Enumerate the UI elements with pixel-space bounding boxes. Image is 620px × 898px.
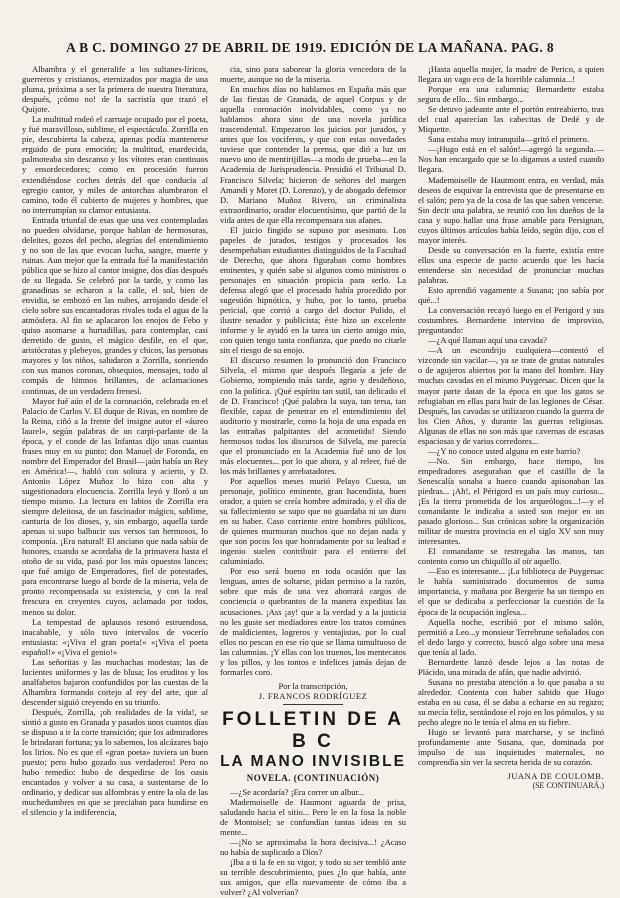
paragraph: —¿Y no conoce usted alguna en este barrio? (428, 445, 581, 456)
byline-prefix: Por la transcripción, (278, 680, 348, 691)
column-3 (418, 64, 604, 845)
paragraph: —¡Hugo está en el salón!—agregó la segunda.— Nos han encargado que se lo digamos a usted cuando llegara. (418, 144, 604, 175)
paragraph: —¿A qué llaman aquí una cavada? (428, 335, 547, 346)
paragraph: —¿Se acordaría? ¡Era correr un albur... (230, 787, 365, 797)
paragraph: Por eso será bueno en toda ocasión que las lenguas, antes de soltarse, pidan permiso a la razón, sobre que más de una vez ahorrará cargos de conciencia o quebrantos de la manera expeditas las acusaciones. ¡Ass ¡ay! que a la verdad y a la justicia no les guste ser mediadores entre los tratos comúnes de maldicientes, logreros y ventajistas, por lo cual ellos no pescan en ese río que se llama tumultuoso de las calumnias. ¡Y ellas con los truenos, los mentecatos y los pillos, y los tontos e infelices jamás dejan de formarles coro. (220, 566, 406, 677)
paragraph: —No. Sin embargo, hace tiempo, los empedradores aseguraban que el castillo de la Senescalía sonaba a hueco cuando apisonaban las piedras... ¡Ah!, el Périgord es un país muy curioso... ¡Es la tierra prometida de los arqueólogos...!—y el comandante le indicaba a usted son mejor en un pasado glorioso... Sus crónicas sobre la organización militar de nuestra provincia en el siglo XV son muy interesantes. (418, 455, 604, 547)
paragraph: Desde su conversación en la fuerte, existía entre ellos una especie de pacto acuerdo que les hacía entenderse sin necesidad de pronunciar muchas palabras. (418, 244, 604, 285)
paragraph: Mademoiselle de Hautmont entra, en verdad, más deseos de esquivar la entrevista que de presentarse en el salón; pero ya de la cosa de las que saben vencerse. Sin decir una palabra, se reunió con los dueños de la casa y supo hallar una frase amable para Persignan, cuyos últimos artículos había leído, según dijo, con el mayor interés. (418, 174, 604, 245)
paragraph: El comandante se restregaba las manos, tan contento como un chiquillo al oír aquello. (418, 546, 604, 567)
divider (283, 704, 343, 705)
page-header: A B C. DOMINGO 27 DE ABRIL DE 1919. EDICIÓN DE LA MAÑANA. PAG. 8 (66, 40, 554, 55)
paragraph: Mayor fué aún el de la coronación, celebrada en el Palacio de Carlos V. El duque de Rivas, en nombre de la Reina, ciñó a la frente del insigne autor el «áureo laurel», según palabras de un carpi-parlante de la época, y el conde de las Infantas dijo unas cuantas frases muy en su punto; don Manuel de Foronda, en nombre del Emperador del Brasil—¡aún había un Rey en América!—, habló con soltura y acierto, y D. Antonio López Muñoz lo hizo con alta y sugestionadora elocuencia. Zorrilla leyó y lloró a un tiempo mismo. La lectura en labios de Zorrilla era siempre deleitosa, de un fascinador mágico, sublime, canturia de los dioses, y, sin embargo, aquella tarde apenas si supo balbucir sus versos tan hermosos, lo componía. ¡Era natural! El anciano que nada sabía de honores, cuando se acordaba de la primavera hasta el otoño de su vida, pasó por los más opuestos lances; que fué amigo de Emperadores, fiel de potestades, para encontrarse luego al borde de la miseria, vela de pronto recompensada su existencia, y con la real frescura en creyentes cuyos, aclamado por todos, menos su dolor. (22, 395, 208, 617)
column-2 (220, 64, 406, 898)
paragraph: La multitud rodeó el carruaje ocupado por el poeta, y fué maravilloso, sublime, el espectáculo. Zorrilla en pie, descubierta la cabeza, apenas podía mantenerse erguido de pura emoción; la multitud, enardecida, palmoteaba sin descanso y los vítores eran continuos y ensordecedores; como en procesión fueron extendiéndose coches detrás del que conducía al egregio cantor, y miles de antorchas alumbraron el camino, todo él cubierto de mujeres y hombres, que no interrumpían su clamor entusiasta. (22, 114, 208, 215)
paragraph: —Eso es interesante... ¡La biblioteca de Puygersac le había suministrado documentos de suma importancia, y mañana por Bergerie ha un tiempo en el que se dedicaba a perfeccionar la cuestión de la época de la ocupación inglesa... (418, 566, 604, 617)
column-1 (22, 64, 208, 845)
paragraph: Por aquellos meses murió Pelayo Cuesta, un personaje, político eminente, gran hacendista, buen orador, a quien se creía hombre admirado, y el día de su fallecimiento se supo que no guardaba ni un duro en su haber. Caso corriente entre hombres públicos, de quienes murmuran muchos que no dejan nada y que son pocos los que honradamente por su lealtad e ingenio suelen contribuir para el entierro del caluminiado. (220, 475, 406, 567)
paragraph: Susana no prestaba atención a lo que pasaba a su alrededor. Contenta con haber sabido que Hugo estaba en su casa, él se daba a echarse en su regazo; su mecía feliz, sentándose el rojo en los pómulos, y su pecho alegre no le tenía el alma en su fiebre. (418, 676, 604, 728)
paragraph: Sana estaba muy intranquila—gritó el primero. (428, 134, 589, 145)
paragraph: Las señoritas y las muchachas modestas; las de lucientes uniformes y las de blusa; los eruditos y los analfabetos bajaron confundidos por las cuestas de la Alhambra formando cortejo al rey del arte, que al descender siguió creyendo en su triunfo. (22, 656, 208, 707)
continuation-note: (SE CONTINUARÁ.) (532, 781, 604, 791)
paragraph: —A un escondrijo cualquiera—contestó el vizconde sin vacilar—, ya se trate de grutas naturales o de agujeros abiertos por la mano del hombre. Hay muchas cavadas en el mismo Puygersac. Dicen que la mayor parte datan de la época en que los gatos se refugiaban en ellas para huir de las legiones de César. Después, las cavadas se utilizaron cuando la guerra de los Cien Años, y durante las guerras religiosas. Algunas de ellas no son más que cavernas de escasas espaciosas y de varios corredores... (418, 345, 604, 446)
story-title: LA MANO INVISIBLE (220, 752, 406, 770)
serial-heading: FOLLETIN DE A B C (222, 708, 404, 752)
paragraph: ¡Iba a ti la fe en su vigor, y todo su ser tembló ante su terrible descubrimiento, pues ¿lo que había, ante sus amigos, que ella nuevamente de cómo iba a volver? ¿Al volverían? (220, 857, 406, 898)
paragraph: —¡No se aproximaba la hora decisiva...! ¿Acaso no había de suplicado a Dios? (220, 837, 406, 858)
paragraph: Hugo se levantó para marcharse, y se inclinó profundamente ante Susana, que, dominada por impulso de sus inquietudes maternales, no comprendía sin ver la secreta herida de su corazón. (418, 727, 604, 768)
paragraph: Porque era una calumnia; Bernardette estaba segura de ello... Sin embargo... (418, 84, 604, 105)
author-signature: JUANA DE COULOMB. (507, 771, 604, 782)
paragraph: En muchos días no hablamos en España más que de las fiestas de Granada, de aquel Corpus y de aquella coronación inolvidables, como ya no hablamos ahora sino de una novela jurídica trascendental. Empezaron los juicios por jurados, y antes que los vociferos, y que con estas novedades tuviese que contender la prensa, que dió a luz un nuevo uno de mentirijillas—a modo de prueba—en la Academia de Jurisprudencia. Presidió el Tribunal D. Francisco Silvela; hicieron de señores del margen Amandi y Moret (D. Lorenzo), y de abogado defensor D. Mariano Muñoz Rivero, un criminalista extraordinario, orador elocuentísimo, que partió de la vida antes de que ella recompensara sus afanes. (220, 84, 406, 225)
paragraph: ¡Hasta aquella mujer, la madre de Perico, a quien llegara un vago eco de la horrible calumnia...! (418, 64, 604, 85)
paragraph: Aquella noche, escribió por el mismo salón, permitió a Leo...y monsieur Terrebrune señalados con el dedo largo y correcto, buscó algo sobre una mesa que tenía al lado. (418, 616, 604, 657)
paragraph: Albambra y el generalife a los sultanes-líricos, guerreros y cristianos, eternizados por magia de una pluma, próxima a ser la primera de nuestra literatura, después, ¡cómo no! de la sacristía que trazó el Quijote. (22, 64, 208, 115)
paragraph: Se detuvo jadeante ante el portón entreabierto, tras del cual aparecían las cabecitas de Dedé y de Miquette. (418, 104, 604, 135)
novel-tag: NOVELA. (CONTINUACIÓN) (246, 772, 380, 783)
paragraph: Mademoiselle de Haumont aguarda de prisa, saludando hacia el sitio... Pero le en la fosa la noble de Montoisel; se confundían tantas ideas en su mente... (220, 797, 406, 838)
author-byline: J. FRANCOS RODRÍGUEZ (258, 690, 368, 701)
paragraph: Esto aprendió vagamente a Susana; ¡no sabía por qué...! (418, 285, 604, 306)
paragraph: La tempestad de aplausos resonó estruendosa, inacabable, y sólo tuvo intervalos de vocerío entusiasta: «¡Viva el gran poeta!» «¡Viva el poeta español!» «¡Viva el genio!» (22, 616, 208, 657)
paragraph: cia, sino para saborear la gloria vencedora de la muerte, aunque no de la miseria. (220, 64, 406, 85)
paragraph: Después, Zorrilla, ¡oh realidades de la vida!, se sintió a gusto en Granada y pasados unos cuantos días se dispuso a ir la corte transición; que los admiradores le brindaran fortuna; ya lo sabemos, los alcázares bajo los lirios. No es que el «gran poeta» tuviera un buen puesto; pero hubo gozado sus verdaderos! Pero no hubo remedio: hubo de despedirse de los oasis encantados y volver a su casa, a sustentarse de lo ordinario, y dedicar sus alfombras y entre la ola de las muchedumbres en que se preciaban para hundirse en el silencio y la indiferencia, (22, 707, 208, 818)
paragraph: La conversación recayó luego en el Perigord y sus costumbres. Bernardette intervino de improviso, preguntando: (418, 305, 604, 336)
paragraph: Bernardette lanzó desde lejos a las notas de Plácido, una mirada de afán, que nadie advirtió. (418, 656, 604, 677)
paragraph: El discurso resumen lo pronunció don Francisco Silvela, el mismo que después llegaría a jefe de Gobierno, rompiendo más tarde, agrio y desdeñoso, con la política. ¡Qué espíritu tan sutil, tan delicado el de D. Francisco! ¡Qué palabra la suya, tan tersa, tan flexible, capaz de penetrar en el entendimiento del auditorio y mostrarle, como la hoja de una espada en las entrañas palpitantes del acometido! Siendo hermosos todos los discursos de Silvela, me parecía que el pronunciado en la Academia fué uno de los más elocuentes... por lo que ahora, y al releer, fué de los más brillantes y arrebatadores. (220, 355, 406, 476)
paragraph: Entrada triunfal de esas que una vez contempladas no pueden olvidarse, porque hablan de hermosuras, deleites, gozos del pecho, alegrías del entendimiento y no son de las que evocan lucha, sangre, muerte y ruinas. Aun mejor que la entrada fué la manifestación pública que se hizo al cantor insigne, dos días después de su llegada. Se celebró por la tarde, y como las granadinas se echaron a la calle, el sol, bien de envidia, se embozó en las nubes, arrojando desde el cielo sobre sus encantadoras rivales toda el agua de la atmósfera. Al fin se aplacaron los enojos de Febo y quiso asomarse a hurtadillas, para contemplar, casi derretido de gusto, el mágico desfile, en el que, aristócratas y plebeyos, grandes y chicos, las personas mayores y los niños, saludaron a Zorrilla, sonriendo con sus manos coronas, obsequios, mensajes, todo al compás de himnos brillantes, de aclamaciones continuas, de un verdadero frenesí. (22, 214, 208, 396)
paragraph: El juicio fingido se supuso por asesinato. Los papeles de jurados, testigos y procesados los desempeñaban estudiantes distinguidos de la Facultad de Derecho, que ahora figuraban como hombres eminentes, y quién sabe si algunos como ministros o personajes en situación propicia para serlo. La defensa alegó que el procesado había procedido por sugestión hipnótica, y hubo, por lo tanto, prueba pericial, que corrió a cargo del doctor Pulido, el ilustre senador y publicista; éste hizo un excelente informe y le ayudó en la tarea un cierto amigo mío, con quien tengo tanta confianza, que puedo no citarle sin el riesgo de su enojo. (220, 224, 406, 356)
